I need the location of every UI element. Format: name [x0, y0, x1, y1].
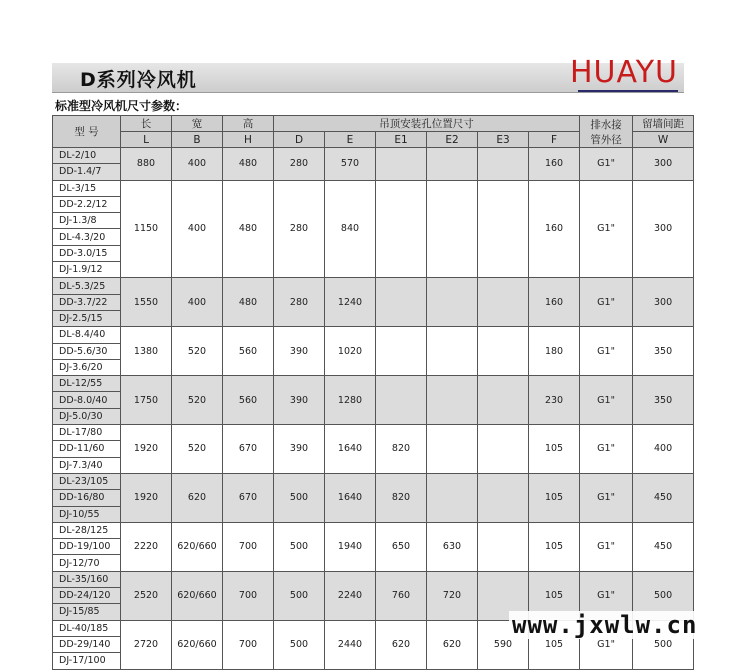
- header-F: F: [529, 132, 580, 148]
- value-w: 350: [633, 376, 694, 425]
- value-b: 620: [172, 473, 223, 522]
- value-e2: [427, 327, 478, 376]
- value-f: 230: [529, 376, 580, 425]
- value-b: 400: [172, 148, 223, 181]
- value-f: 105: [529, 620, 580, 669]
- value-e: 2440: [325, 620, 376, 669]
- model-cell: DJ-5.0/30: [53, 408, 121, 424]
- model-cell: DL-4.3/20: [53, 229, 121, 245]
- spec-table: [52, 115, 694, 670]
- value-h: 670: [223, 473, 274, 522]
- value-e1: [376, 327, 427, 376]
- value-g: G1": [580, 180, 633, 278]
- value-l: 1150: [121, 180, 172, 278]
- header-E1: E1: [376, 132, 427, 148]
- value-d: 280: [274, 180, 325, 278]
- model-cell: DD-11/60: [53, 441, 121, 457]
- value-h: 700: [223, 571, 274, 620]
- model-cell: DL-3/15: [53, 180, 121, 196]
- value-w: 450: [633, 522, 694, 571]
- value-f: 105: [529, 425, 580, 474]
- value-h: 560: [223, 376, 274, 425]
- value-d: 390: [274, 425, 325, 474]
- value-e2: [427, 278, 478, 327]
- value-e3: [478, 425, 529, 474]
- value-e: 1240: [325, 278, 376, 327]
- model-cell: DJ-12/70: [53, 555, 121, 571]
- table-row: [53, 180, 694, 196]
- value-l: 2220: [121, 522, 172, 571]
- model-cell: DL-40/185: [53, 620, 121, 636]
- table-row: [53, 278, 694, 294]
- value-e3: [478, 148, 529, 181]
- table-row: [53, 473, 694, 489]
- model-cell: DJ-10/55: [53, 506, 121, 522]
- value-b: 620/660: [172, 571, 223, 620]
- value-e3: [478, 327, 529, 376]
- value-e3: [478, 522, 529, 571]
- value-d: 280: [274, 148, 325, 181]
- value-f: 105: [529, 571, 580, 620]
- model-cell: DD-2.2/12: [53, 196, 121, 212]
- model-cell: DL-17/80: [53, 425, 121, 441]
- value-w: 500: [633, 571, 694, 620]
- title-bar: [52, 55, 684, 93]
- header-model: 型 号: [53, 116, 121, 148]
- value-b: 400: [172, 180, 223, 278]
- table-row: [53, 571, 694, 587]
- header-hanging-holes: 吊顶安装孔位置尺寸: [274, 116, 580, 132]
- header-E3: E3: [478, 132, 529, 148]
- table-row: [53, 327, 694, 343]
- value-e1: [376, 278, 427, 327]
- header-drain-line1: 排水接: [590, 118, 622, 131]
- value-l: 1380: [121, 327, 172, 376]
- value-e2: [427, 376, 478, 425]
- value-f: 180: [529, 327, 580, 376]
- value-h: 480: [223, 180, 274, 278]
- model-cell: DD-8.0/40: [53, 392, 121, 408]
- model-cell: DL-2/10: [53, 148, 121, 164]
- value-e1: [376, 180, 427, 278]
- value-l: 880: [121, 148, 172, 181]
- model-cell: DD-5.6/30: [53, 343, 121, 359]
- value-f: 160: [529, 148, 580, 181]
- value-d: 280: [274, 278, 325, 327]
- model-cell: DL-23/105: [53, 473, 121, 489]
- value-e2: [427, 180, 478, 278]
- logo-underline: [578, 90, 678, 92]
- value-w: 350: [633, 327, 694, 376]
- value-b: 620/660: [172, 620, 223, 669]
- value-g: G1": [580, 148, 633, 181]
- value-l: 1750: [121, 376, 172, 425]
- value-l: 2520: [121, 571, 172, 620]
- value-e1: 620: [376, 620, 427, 669]
- model-cell: DD-29/140: [53, 636, 121, 652]
- value-e: 1940: [325, 522, 376, 571]
- value-g: G1": [580, 571, 633, 620]
- value-d: 500: [274, 571, 325, 620]
- value-h: 480: [223, 278, 274, 327]
- value-f: 105: [529, 522, 580, 571]
- value-e1: 820: [376, 473, 427, 522]
- value-g: G1": [580, 620, 633, 669]
- header-D: D: [274, 132, 325, 148]
- value-l: 2720: [121, 620, 172, 669]
- model-cell: DD-3.0/15: [53, 245, 121, 261]
- header-height: 高: [223, 116, 274, 132]
- header-width: 宽: [172, 116, 223, 132]
- value-e3: [478, 376, 529, 425]
- value-h: 560: [223, 327, 274, 376]
- value-d: 500: [274, 522, 325, 571]
- brand-logo: HUAYU: [570, 55, 678, 90]
- value-e: 1020: [325, 327, 376, 376]
- value-e3: [478, 473, 529, 522]
- value-g: G1": [580, 522, 633, 571]
- header-wall: 留墙间距: [633, 116, 694, 132]
- value-e1: 650: [376, 522, 427, 571]
- value-f: 105: [529, 473, 580, 522]
- value-e: 570: [325, 148, 376, 181]
- table-row: [53, 522, 694, 538]
- model-cell: DJ-1.3/8: [53, 213, 121, 229]
- value-e2: [427, 473, 478, 522]
- value-e2: 720: [427, 571, 478, 620]
- header-length: 长: [121, 116, 172, 132]
- value-l: 1920: [121, 473, 172, 522]
- value-e: 1640: [325, 425, 376, 474]
- model-cell: DJ-3.6/20: [53, 359, 121, 375]
- table-row: [53, 148, 694, 164]
- value-e3: 590: [478, 620, 529, 669]
- table-row: [53, 425, 694, 441]
- value-e2: 630: [427, 522, 478, 571]
- value-b: 520: [172, 376, 223, 425]
- value-w: 500: [633, 620, 694, 669]
- value-g: G1": [580, 473, 633, 522]
- header-drain-line2: 管外径: [590, 133, 622, 146]
- value-w: 400: [633, 425, 694, 474]
- value-w: 300: [633, 278, 694, 327]
- model-cell: DJ-2.5/15: [53, 310, 121, 326]
- value-f: 160: [529, 180, 580, 278]
- header-L: L: [121, 132, 172, 148]
- header-drain: [580, 116, 633, 148]
- model-cell: DD-24/120: [53, 588, 121, 604]
- table-subtitle: 标准型冷风机尺寸参数：: [55, 99, 188, 113]
- value-e: 840: [325, 180, 376, 278]
- value-e1: [376, 148, 427, 181]
- table-row: [53, 376, 694, 392]
- spec-table-body: [53, 116, 694, 670]
- value-w: 300: [633, 180, 694, 278]
- value-g: G1": [580, 278, 633, 327]
- value-b: 400: [172, 278, 223, 327]
- value-e1: 760: [376, 571, 427, 620]
- watermark: www.jxwlw.cn: [509, 611, 700, 639]
- value-e: 1280: [325, 376, 376, 425]
- model-cell: DL-28/125: [53, 522, 121, 538]
- model-cell: DD-3.7/22: [53, 294, 121, 310]
- model-cell: DD-19/100: [53, 539, 121, 555]
- value-d: 500: [274, 620, 325, 669]
- value-e3: [478, 278, 529, 327]
- value-e2: [427, 425, 478, 474]
- value-e2: 620: [427, 620, 478, 669]
- header-E: E: [325, 132, 376, 148]
- value-g: G1": [580, 376, 633, 425]
- value-e: 1640: [325, 473, 376, 522]
- value-l: 1550: [121, 278, 172, 327]
- value-d: 390: [274, 327, 325, 376]
- value-w: 300: [633, 148, 694, 181]
- value-e: 2240: [325, 571, 376, 620]
- value-h: 700: [223, 620, 274, 669]
- value-h: 670: [223, 425, 274, 474]
- page-title: D系列冷风机: [80, 69, 197, 91]
- value-d: 500: [274, 473, 325, 522]
- model-cell: DL-12/55: [53, 376, 121, 392]
- model-cell: DJ-17/100: [53, 653, 121, 669]
- header-W: W: [633, 132, 694, 148]
- value-b: 520: [172, 425, 223, 474]
- header-row-1: [53, 116, 694, 132]
- value-d: 390: [274, 376, 325, 425]
- model-cell: DL-8.4/40: [53, 327, 121, 343]
- value-f: 160: [529, 278, 580, 327]
- value-h: 480: [223, 148, 274, 181]
- header-H: H: [223, 132, 274, 148]
- value-e3: [478, 180, 529, 278]
- value-l: 1920: [121, 425, 172, 474]
- model-cell: DD-1.4/7: [53, 164, 121, 180]
- value-h: 700: [223, 522, 274, 571]
- value-e1: 820: [376, 425, 427, 474]
- value-e2: [427, 148, 478, 181]
- value-b: 520: [172, 327, 223, 376]
- model-cell: DJ-1.9/12: [53, 262, 121, 278]
- model-cell: DL-5.3/25: [53, 278, 121, 294]
- value-e1: [376, 376, 427, 425]
- header-E2: E2: [427, 132, 478, 148]
- value-b: 620/660: [172, 522, 223, 571]
- model-cell: DL-35/160: [53, 571, 121, 587]
- value-g: G1": [580, 425, 633, 474]
- value-w: 450: [633, 473, 694, 522]
- model-cell: DJ-7.3/40: [53, 457, 121, 473]
- value-g: G1": [580, 327, 633, 376]
- model-cell: DD-16/80: [53, 490, 121, 506]
- model-cell: DJ-15/85: [53, 604, 121, 620]
- header-B: B: [172, 132, 223, 148]
